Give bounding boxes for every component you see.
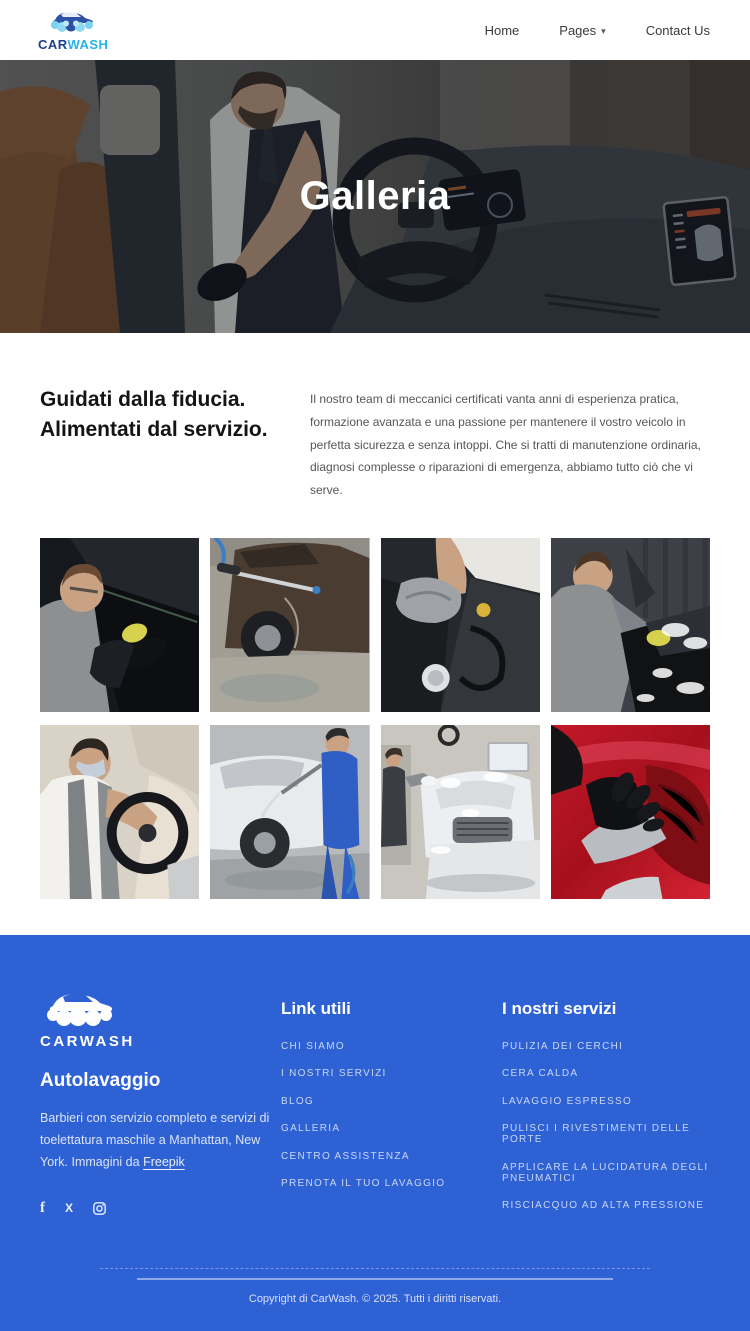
footer-car-wash-logo-icon: [40, 991, 265, 1031]
footer-link-risciacquo-alta-pressione[interactable]: RISCIACQUO AD ALTA PRESSIONE: [502, 1200, 705, 1212]
footer-link-blog[interactable]: BLOG: [281, 1095, 314, 1107]
footer-brand-column: [40, 991, 270, 1228]
footer-services-heading: I nostri servizi: [502, 998, 617, 1018]
header: [0, 0, 750, 60]
carwash-logo[interactable]: [38, 10, 108, 51]
footer-links-column: [281, 991, 486, 1228]
footer-link-lucidatura-pneumatici[interactable]: APPLICARE LA LUCIDATURA DEGLI PNEUMATICI: [502, 1161, 709, 1184]
car-wash-logo-icon: [47, 10, 99, 36]
nav-contact-us[interactable]: Contact Us: [645, 22, 710, 38]
footer-link-galleria[interactable]: GALLERIA: [281, 1123, 341, 1135]
copyright-text: Copyright di CarWash. © 2025. Tutti i diritti riservati.: [248, 1292, 502, 1305]
logo-wordmark: CARWASH: [38, 36, 109, 52]
footer-link-cera-calda[interactable]: CERA CALDA: [502, 1068, 579, 1080]
nav-home[interactable]: Home: [484, 22, 520, 38]
gallery-image-foam-sponge-wash[interactable]: [551, 538, 710, 712]
footer-social-icons: [40, 1200, 265, 1217]
footer-services-column: [502, 991, 710, 1228]
footer-link-i-nostri-servizi[interactable]: I NOSTRI SERVIZI: [281, 1068, 387, 1080]
footer-link-lavaggio-espresso[interactable]: LAVAGGIO ESPRESSO: [502, 1095, 633, 1107]
freepik-link[interactable]: Freepik: [143, 1154, 185, 1169]
main-nav: [485, 23, 710, 38]
footer-link-rivestimenti-porte[interactable]: PULISCI I RIVESTIMENTI DELLE PORTE: [502, 1123, 691, 1146]
intro-section: [0, 333, 750, 512]
footer-links-heading: Link utili: [281, 998, 351, 1018]
gallery-image-white-car-pressure-wash[interactable]: [210, 725, 369, 899]
facebook-icon[interactable]: f: [40, 1199, 45, 1216]
page-title: Galleria: [299, 174, 451, 218]
hero-banner: [0, 60, 750, 333]
footer-link-prenota-lavaggio[interactable]: PRENOTA IL TUO LAVAGGIO: [281, 1178, 446, 1190]
footer-description: Barbieri con servizio completo e servizi di toelettatura maschile a Manhattan, New York. Immagini da Freepik: [40, 1110, 270, 1169]
chevron-down-icon: ▾: [601, 25, 606, 36]
footer-link-centro-assistenza[interactable]: CENTRO ASSISTENZA: [281, 1150, 410, 1162]
gallery-image-suv-pressure-wash[interactable]: [210, 538, 369, 712]
gallery-image-interior-cleaning[interactable]: [40, 725, 199, 899]
intro-heading: Guidati dalla fiducia. Alimentati dal servizio.: [40, 388, 268, 441]
footer: [0, 935, 750, 1331]
gallery-image-engine-bay-wipe[interactable]: [381, 538, 540, 712]
x-twitter-icon[interactable]: X: [65, 1201, 74, 1216]
footer-divider-dashed: [100, 1268, 649, 1269]
gallery-grid: [0, 512, 750, 899]
gallery-image-red-taillight-polish[interactable]: [551, 725, 710, 899]
gallery-image-foam-sedan-garage[interactable]: [381, 725, 540, 899]
intro-paragraph: Il nostro team di meccanici certificati vanta anni di esperienza pratica, formazione avanzata e una passione per mantenere il vostro veicolo in perfetta sicurezza e senza intoppi. Che si tratti di manutenzione ordinaria, diagnosi complesse o riparazioni di emergenza, abbiamo tutto ciò che vi serve.: [310, 392, 701, 498]
gallery-image-polish-black-car[interactable]: [40, 538, 199, 712]
footer-link-pulizia-cerchi[interactable]: PULIZIA DEI CERCHI: [502, 1040, 624, 1052]
nav-pages[interactable]: Pages ▾: [559, 22, 606, 38]
footer-tagline: Autolavaggio: [40, 1069, 161, 1091]
footer-brand-wordmark: CARWASH: [40, 1032, 135, 1050]
footer-link-chi-siamo[interactable]: CHI SIAMO: [281, 1040, 345, 1052]
